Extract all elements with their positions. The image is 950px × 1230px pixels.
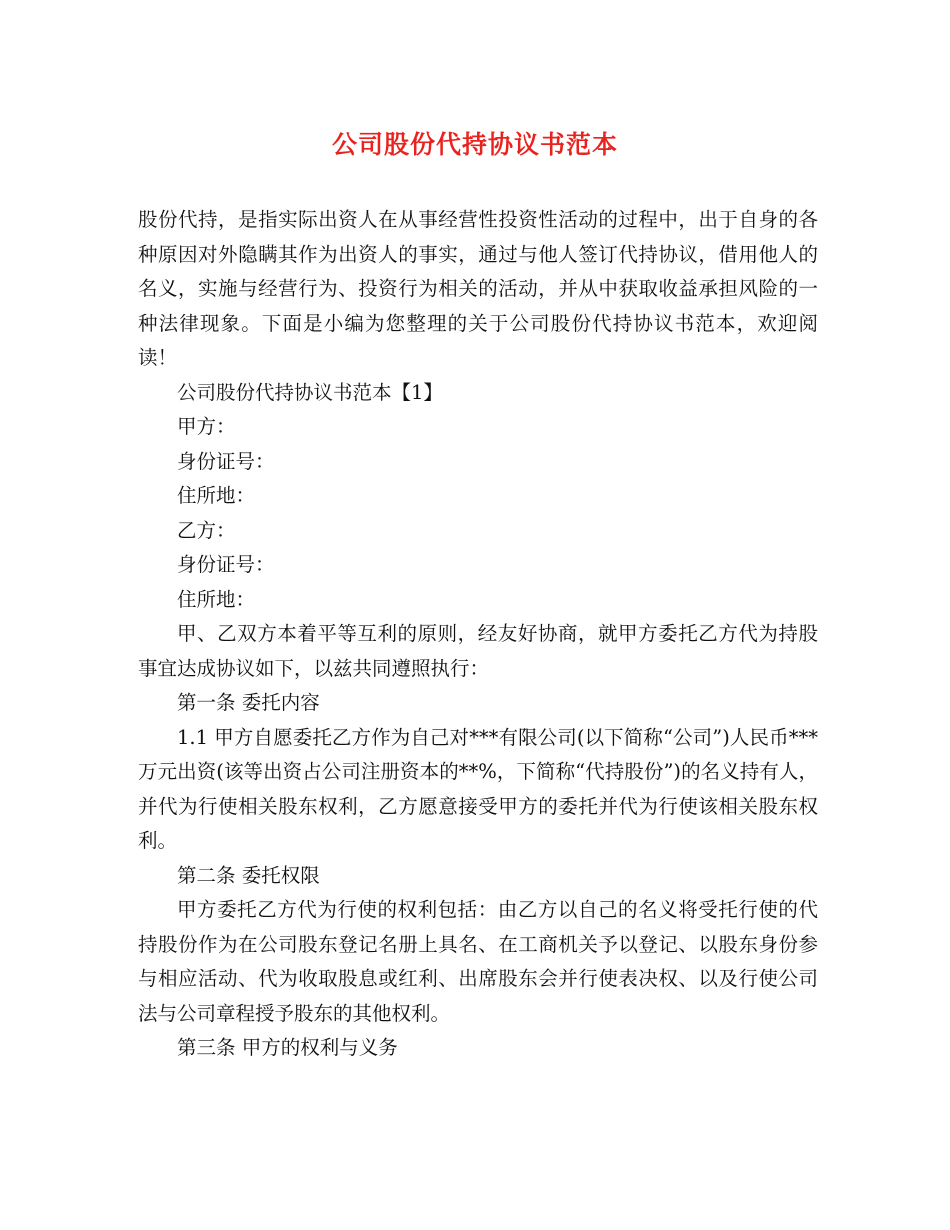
intro-paragraph: 股份代持，是指实际出资人在从事经营性投资性活动的过程中，出于自身的各种原因对外隐瞒其作为出资人的事实，通过与他人签订代持协议，借用他人的名义，实施与经营行为、投资行为相关的活动，并从中获取收益承担风险的一种法律现象。下面是小编为您整理的关于公司股份代持协议书范本，欢迎阅读！ xyxy=(138,208,818,369)
article-3-heading: 第三条 甲方的权利与义务 xyxy=(177,1036,398,1059)
article-2-heading: 第二条 委托权限 xyxy=(177,863,320,887)
party-a-label: 甲方： xyxy=(177,415,236,438)
article-1-clause: 1.1 甲方自愿委托乙方作为自己对***有限公司(以下简称“公司”)人民币***万元出资(该等出资占公司注册资本的**%，下简称“代持股份”)的名义持有人，并代为行使相关股东权利，乙方愿意接受甲方的委托并代为行使该相关股东权利。 xyxy=(138,725,818,852)
agreement-preamble: 甲、乙双方本着平等互利的原则，经友好协商，就甲方委托乙方代为持股事宜达成协议如下，以兹共同遵照执行： xyxy=(138,622,818,680)
document-title: 公司股份代持协议书范本 xyxy=(331,130,618,159)
party-b-label: 乙方： xyxy=(177,518,236,542)
party-b-id-label: 身份证号： xyxy=(177,553,275,576)
section-heading: 公司股份代持协议书范本【1】 xyxy=(177,380,443,404)
article-2-clause: 甲方委托乙方代为行使的权利包括：由乙方以自己的名义将受托行使的代持股份作为在公司股东登记名册上具名、在工商机关予以登记、以股东身份参与相应活动、代为收取股息或红利、出席股东会并行使表决权、以及行使公司法与公司章程授予股东的其他权利。 xyxy=(138,898,818,1025)
party-b-address-label: 住所地： xyxy=(177,587,256,611)
document-body xyxy=(138,203,818,1066)
party-a-id-label: 身份证号： xyxy=(177,449,275,473)
party-a-address-label: 住所地： xyxy=(177,484,256,507)
article-1-heading: 第一条 委托内容 xyxy=(177,691,320,714)
